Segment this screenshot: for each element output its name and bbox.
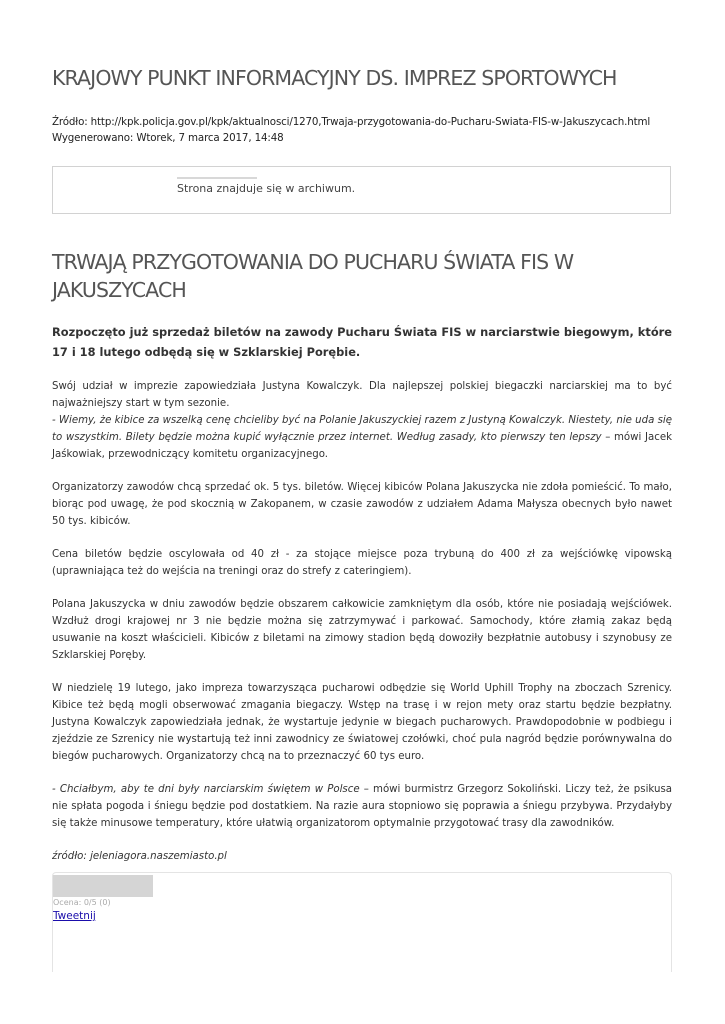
article-source-text: źródło: jeleniagora.naszemiasto.pl <box>52 851 227 862</box>
paragraph-1-attribution: – mówi Jacek Jaśkowiak, przewodniczący komitetu organizacyjnego. <box>52 432 672 460</box>
paragraph-5: W niedzielę 19 lutego, jako impreza towarzysząca pucharowi odbędzie się World Uphill Trophy na zboczach Szrenicy. Kibice też będą mogli obserwować zmagania biegaczy. Wstęp na trasę i w rejon mety oraz startu będzie bezpłatny. Justyna Kowalczyk zapowiedziała jednak, że wystartuje jedynie w biegach pucharowych. Prawdopodobnie w podbiegu i zjeździe ze Szrenicy nie wystartują też inni zawodnicy ze światowej czołówki, choć pula nagród będzie porównywalna do biegów pucharowych. Organizatorzy chcą na to przeznaczyć 60 tys euro. <box>52 683 672 762</box>
paragraph-3: Cena biletów będzie oscylowała od 40 zł - za stojące miejsce poza trybuną do 400 zł za wejściówkę vipowską (uprawniająca też do wejścia na treningi oraz do strefy z cateringiem). <box>52 549 672 577</box>
article-source <box>52 848 672 865</box>
paragraph-1-text: Swój udział w imprezie zapowiedziała Justyna Kowalczyk. Dla najlepszej polskiej biegaczki narciarskiej ma to być najważniejszy start w tym sezonie. <box>52 381 672 409</box>
article-body <box>52 378 672 881</box>
archive-notice: Strona znajduje się w archiwum. <box>177 182 356 195</box>
paragraph-1 <box>52 378 672 463</box>
document-meta <box>52 114 650 146</box>
tweet-link[interactable]: Tweetnij <box>53 910 96 922</box>
paragraph-6-quote: - Chciałbym, aby te dni były narciarskim świętem w Polsce <box>52 784 360 795</box>
paragraph-6 <box>52 781 672 832</box>
rating-stars[interactable] <box>53 875 153 897</box>
rating-box <box>52 872 672 972</box>
site-title: KRAJOWY PUNKT INFORMACYJNY DS. IMPREZ SPORTOWYCH <box>52 66 617 90</box>
paragraph-6-text: – mówi burmistrz Grzegorz Sokoliński. Liczy też, że psikusa nie spłata pogoda i śniegu będzie pod dostatkiem. Na razie aura stopniowo się poprawia a śniegu przybywa. Przydałyby się także minusowe temperatury, które ułatwią organizatorom optymalnie przygotować trasy dla zawodników. <box>52 784 672 829</box>
rating-label: Ocena: 0/5 (0) <box>53 898 111 907</box>
generated-date-line: Wygenerowano: Wtorek, 7 marca 2017, 14:48 <box>52 132 284 144</box>
paragraph-2: Organizatorzy zawodów chcą sprzedać ok. 5 tys. biletów. Więcej kibiców Polana Jakuszycka nie zdoła pomieścić. To mało, biorąc pod uwagę, że pod skocznią w Zakopanem, w czasie zawodów z udziałem Adama Małysza obecnych było nawet 50 tys. kibiców. <box>52 482 672 527</box>
article-lead: Rozpoczęto już sprzedaż biletów na zawody Pucharu Świata FIS w narciarstwie biegowym, które 17 i 18 lutego odbędą się w Szklarskiej Porębie. <box>52 325 672 359</box>
article-title: TRWAJĄ PRZYGOTOWANIA DO PUCHARU ŚWIATA FIS W JAKUSZYCACH <box>52 250 574 302</box>
archive-divider <box>177 177 257 179</box>
source-url-line: Źródło: http://kpk.policja.gov.pl/kpk/aktualnosci/1270,Trwaja-przygotowania-do-Pucharu-Swiata-FIS-w-Jakuszycach.html <box>52 116 651 128</box>
paragraph-1-quote: - Wiemy, że kibice za wszelką cenę chcieliby być na Polanie Jakuszyckiej razem z Justyną Kowalczyk. Niestety, nie uda się to wszystkim. Bilety będzie można kupić wyłącznie przez internet. Według zasady, kto pierwszy ten lepszy <box>52 415 672 443</box>
archive-notice-box <box>52 166 671 214</box>
paragraph-4: Polana Jakuszycka w dniu zawodów będzie obszarem całkowicie zamkniętym dla osób, które nie posiadają wejściówek. Wzdłuż drogi krajowej nr 3 nie będzie można się zatrzymywać i parkować. Samochody, które złamią zakaz będą usuwanie na koszt właścicieli. Kibiców z biletami na zimowy stadion będą dowoziły bezpłatnie autobusy i szynobusy ze Szklarskiej Poręby. <box>52 599 672 661</box>
